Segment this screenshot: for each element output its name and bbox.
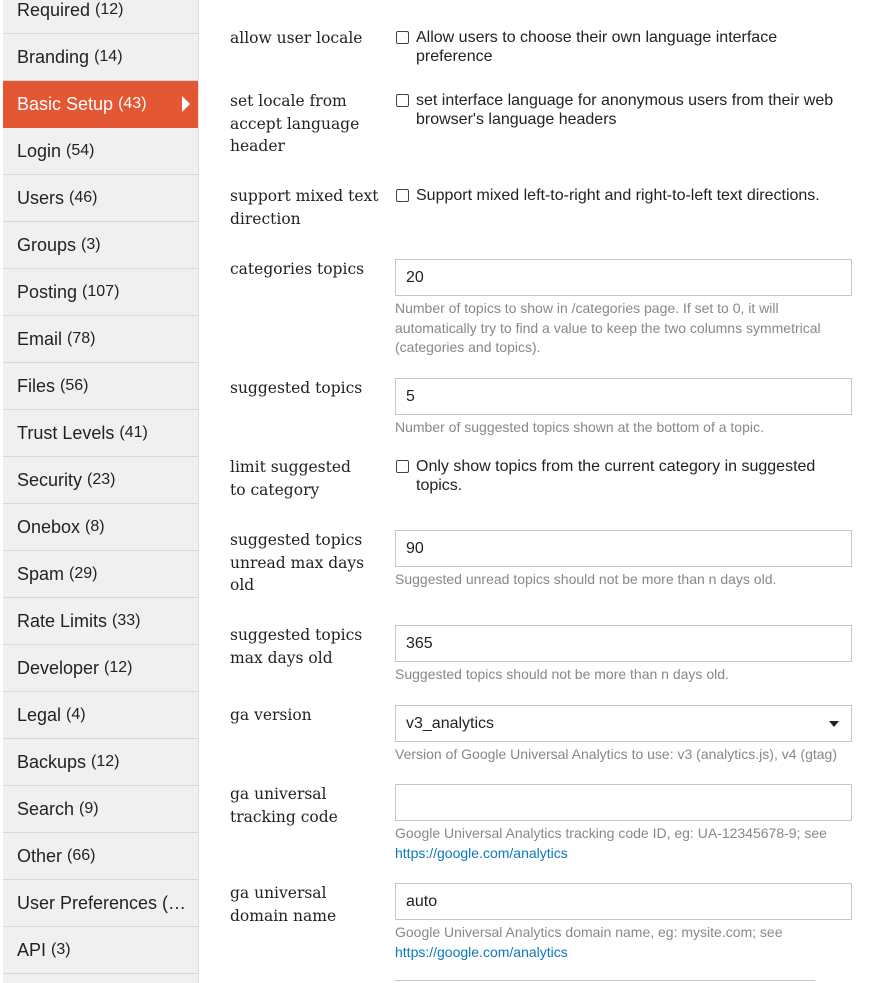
sidebar-item-trust-levels[interactable]	[3, 410, 198, 457]
ga-version-select[interactable]	[395, 705, 852, 742]
sidebar-item-label: Rate Limits	[17, 610, 108, 631]
sidebar-item-onebox[interactable]	[3, 504, 198, 551]
ga-universal-domain-name-help	[395, 923, 855, 962]
input-value: 5	[406, 387, 415, 405]
help-text: Google Universal Analytics domain name, eg: mysite.com; see	[395, 924, 783, 940]
setting-label-limit-suggested-to-category: limit suggested to category	[230, 458, 351, 499]
setting-label-suggested-topics-unread-max-days-old: suggested topics unread max days old	[230, 531, 365, 594]
suggested-topics-input[interactable]	[395, 378, 852, 415]
setting-label-suggested-topics: suggested topics	[230, 379, 363, 397]
sidebar-item-count: (8)	[85, 518, 105, 535]
caret-right-icon	[182, 96, 190, 112]
sidebar-item-developer[interactable]	[3, 645, 198, 692]
allow-user-locale-description: Allow users to choose their own language interface preference	[416, 29, 778, 65]
sidebar-item-label: Security	[17, 469, 83, 490]
sidebar-item-count: (29)	[69, 565, 98, 582]
sidebar-item-basic-setup[interactable]	[3, 81, 198, 128]
sidebar-item-legal[interactable]	[3, 692, 198, 739]
suggested-topics-unread-max-days-old-help: Suggested unread topics should not be more than n days old.	[395, 571, 777, 587]
sidebar-item-groups[interactable]	[3, 222, 198, 269]
setting-label-ga-universal-domain-name: ga universal domain name	[230, 884, 337, 925]
sidebar-item-label: Branding	[17, 46, 90, 67]
sidebar-item-count: (66)	[67, 847, 96, 864]
sidebar-item-count: (56)	[60, 377, 89, 394]
sidebar-item-label: Users	[17, 187, 65, 208]
setting-label-categories-topics: categories topics	[230, 260, 365, 278]
sidebar-item-other[interactable]	[3, 833, 198, 880]
sidebar-item-label: Email	[17, 328, 63, 349]
setting-label-set-locale-from-header: set locale from accept language header	[230, 92, 360, 155]
input-value: 20	[406, 268, 424, 286]
sidebar-item-user-preferences[interactable]	[3, 880, 198, 927]
setting-label-ga-version: ga version	[230, 706, 312, 724]
input-value: auto	[406, 892, 438, 910]
sidebar-item-count: (14)	[94, 48, 123, 65]
sidebar-item-email[interactable]	[3, 316, 198, 363]
ga-universal-domain-name-input[interactable]	[395, 883, 852, 920]
sidebar-item-api[interactable]	[3, 927, 198, 974]
select-value: v3_analytics	[406, 714, 495, 732]
sidebar-item-count: (107)	[82, 283, 120, 300]
limit-suggested-to-category-checkbox[interactable]	[396, 460, 409, 473]
allow-user-locale-checkbox[interactable]	[396, 31, 409, 44]
google-analytics-link[interactable]: https://google.com/analytics	[395, 844, 568, 861]
ga-universal-tracking-code-help	[395, 824, 855, 863]
sidebar-item-count: (43)	[118, 95, 147, 112]
sidebar-item-posting[interactable]	[3, 269, 198, 316]
sidebar-item-count: (12)	[91, 753, 120, 770]
sidebar-item-label: Spam	[17, 563, 65, 584]
sidebar-item-label: Backups	[17, 751, 87, 772]
sidebar-item-backups[interactable]	[3, 739, 198, 786]
sidebar-item-count: (9)	[79, 800, 99, 817]
sidebar-item-count: (3)	[81, 236, 101, 253]
sidebar-item-label: Required	[17, 0, 91, 20]
set-locale-from-header-checkbox[interactable]	[396, 94, 409, 107]
sidebar-item-count: (46)	[69, 189, 98, 206]
sidebar-item-label: Legal	[17, 704, 62, 725]
sidebar-item-label: Developer	[17, 657, 100, 678]
caret-down-icon	[829, 721, 839, 727]
help-text: Google Universal Analytics tracking code ID, eg: UA-12345678-9; see	[395, 825, 827, 841]
input-value: 365	[406, 634, 433, 652]
setting-label-support-mixed-text-direction: support mixed text direction	[230, 187, 379, 228]
settings-category-sidebar	[3, 0, 199, 983]
suggested-topics-help: Number of suggested topics shown at the bottom of a topic.	[395, 419, 764, 435]
sidebar-item-security[interactable]	[3, 457, 198, 504]
sidebar-item-count: (54)	[66, 142, 95, 159]
sidebar-item-label: Onebox	[17, 516, 81, 537]
sidebar-item-count: (78)	[67, 330, 96, 347]
sidebar-item-label: Files	[17, 375, 56, 396]
sidebar-item-count: (33)	[112, 612, 141, 629]
input-value: 90	[406, 539, 424, 557]
sidebar-item-label: User Preferences (…	[17, 892, 187, 913]
sidebar-item-label: Login	[17, 140, 62, 161]
categories-topics-help: Number of topics to show in /categories page. If set to 0, it will automatically try to find a value to keep the two columns symmetrical (categories and topics).	[395, 300, 821, 355]
setting-label-allow-user-locale: allow user locale	[230, 29, 363, 47]
support-mixed-text-direction-description: Support mixed left-to-right and right-to-left text directions.	[416, 187, 820, 204]
support-mixed-text-direction-checkbox[interactable]	[396, 189, 409, 202]
sidebar-item-label: Basic Setup	[17, 93, 114, 114]
sidebar-item-rate-limits[interactable]	[3, 598, 198, 645]
sidebar-item-count: (4)	[66, 706, 86, 723]
sidebar-item-required[interactable]	[3, 0, 198, 34]
suggested-topics-max-days-old-help: Suggested topics should not be more than n days old.	[395, 666, 729, 682]
ga-universal-tracking-code-input[interactable]	[395, 784, 852, 821]
sidebar-item-label: Posting	[17, 281, 78, 302]
categories-topics-input[interactable]	[395, 259, 852, 296]
sidebar-item-count: (12)	[95, 1, 124, 18]
sidebar-item-label: Groups	[17, 234, 77, 255]
sidebar-item-count: (3)	[51, 941, 71, 958]
sidebar-item-search[interactable]	[3, 786, 198, 833]
limit-suggested-to-category-description: Only show topics from the current category in suggested topics.	[416, 458, 816, 494]
sidebar-item-label: Other	[17, 845, 63, 866]
set-locale-from-header-description: set interface language for anonymous users from their web browser's language headers	[416, 92, 834, 128]
sidebar-item-files[interactable]	[3, 363, 198, 410]
next-input-top-edge	[395, 980, 815, 981]
sidebar-item-label: Trust Levels	[17, 422, 115, 443]
sidebar-item-count: (12)	[104, 659, 133, 676]
setting-label-suggested-topics-max-days-old: suggested topics max days old	[230, 626, 363, 667]
suggested-topics-max-days-old-input[interactable]	[395, 625, 852, 662]
sidebar-item-users[interactable]	[3, 175, 198, 222]
sidebar-item-count: (41)	[119, 424, 148, 441]
sidebar-item-label: Search	[17, 798, 75, 819]
sidebar-item-spam[interactable]	[3, 551, 198, 598]
sidebar-item-label: API	[17, 939, 47, 960]
sidebar-item-count: (23)	[87, 471, 116, 488]
ga-version-help: Version of Google Universal Analytics to use: v3 (analytics.js), v4 (gtag)	[395, 746, 837, 762]
setting-label-ga-universal-tracking-code: ga universal tracking code	[230, 785, 338, 826]
sidebar-item-login[interactable]	[3, 128, 198, 175]
suggested-topics-unread-max-days-old-input[interactable]	[395, 530, 852, 567]
google-analytics-link[interactable]: https://google.com/analytics	[395, 943, 568, 960]
sidebar-item-branding[interactable]	[3, 34, 198, 81]
